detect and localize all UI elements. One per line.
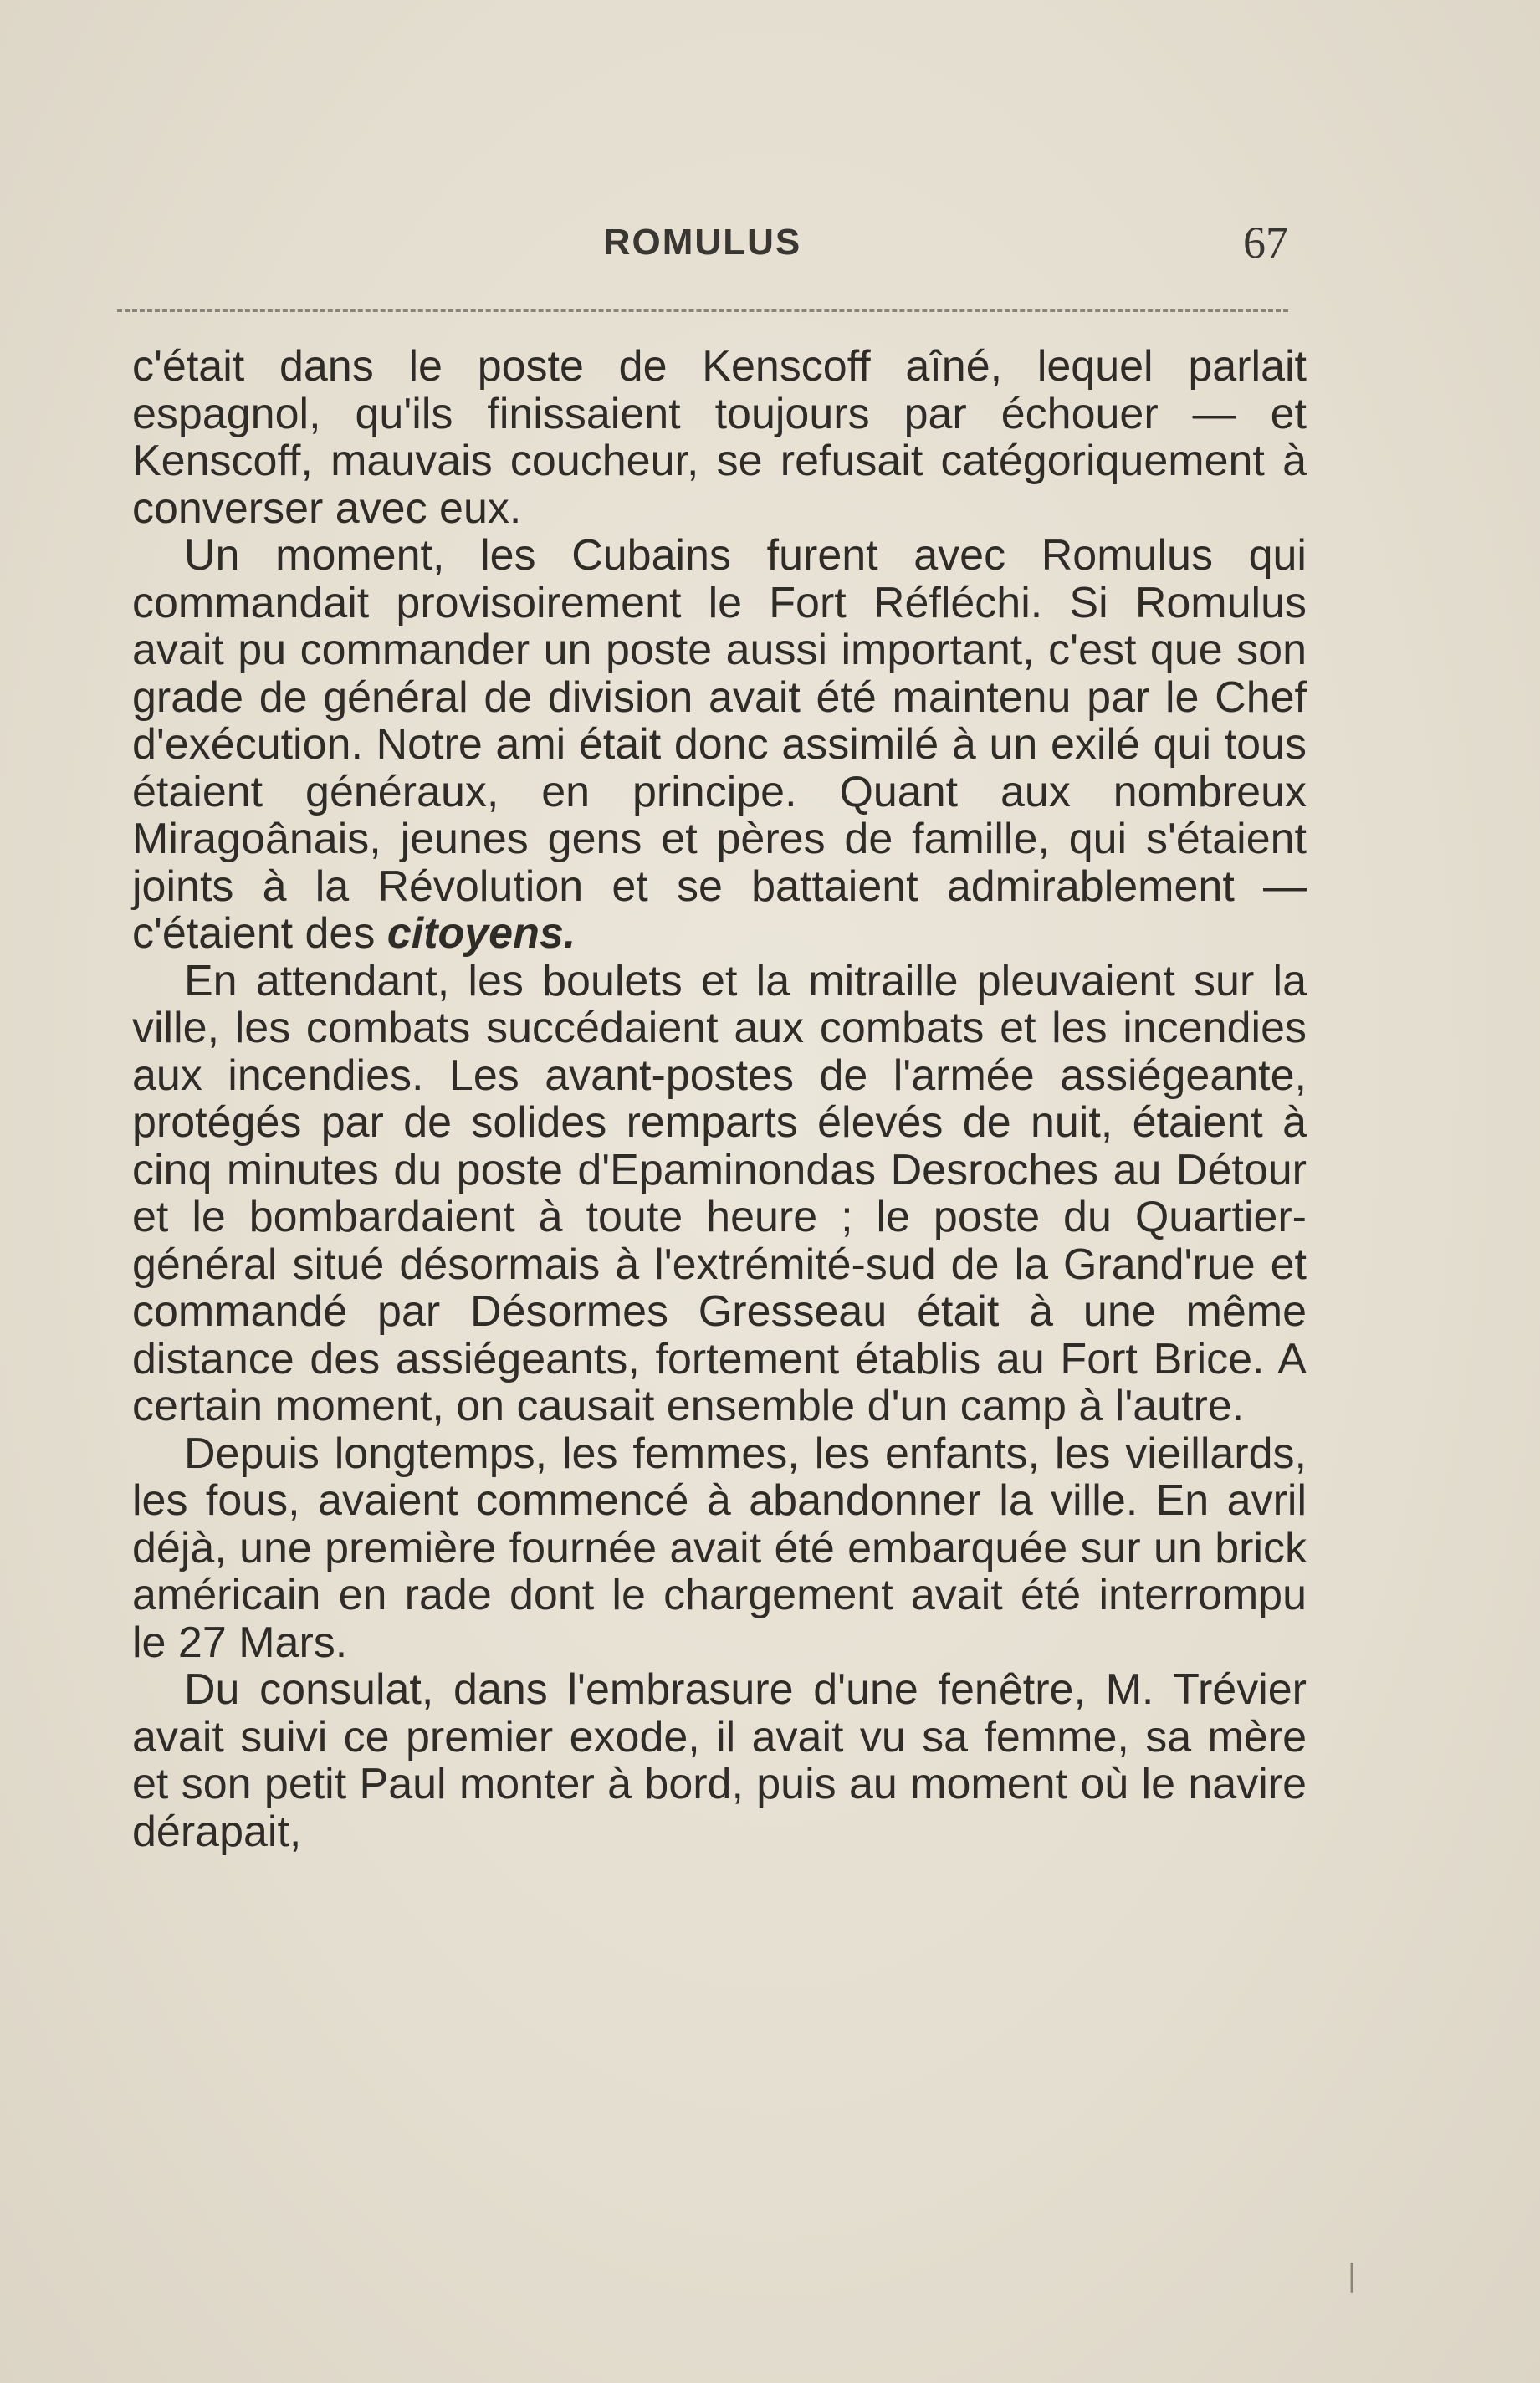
running-title: ROMULUS <box>603 222 802 263</box>
page-number: 67 <box>1243 217 1288 268</box>
header-rule <box>117 309 1288 312</box>
paragraph-text: c'était dans le poste de Kenscoff aîné, lequel parlait espagnol, qu'ils finissaient toujours par échouer — et Kenscoff, mauvais coucheur, se refusait catégoriquement à converser avec eux. <box>132 342 1307 533</box>
paragraph-text: Du consulat, dans l'embrasure d'une fenêtre, M. Trévier avait suivi ce premier exode, il avait vu sa femme, sa mère et son petit Paul monter à bord, puis au moment où le navire dérapait, <box>132 1665 1307 1856</box>
paragraph-3 <box>132 958 1307 1430</box>
paragraph-text: En attendant, les boulets et la mitraille pleuvaient sur la ville, les combats succédaient aux combats et les incendies aux incendies. Les avant-postes de l'armée assiégeante, protégés par de solides remparts élevés de nuit, étaient à cinq minutes du poste d'Epaminondas Desroches au Détour et le bombardaient à toute heure ; le poste du Quartier-général situé désormais à l'extrémité-sud de la Grand'rue et commandé par Désormes Gresseau était à une même distance des assiégeants, fortement établis au Fort Brice. A certain moment, on causait ensemble d'un camp à l'autre. <box>132 956 1307 1430</box>
paragraph-5 <box>132 1666 1307 1855</box>
body-text <box>132 343 1307 1855</box>
page-header <box>117 217 1288 280</box>
paragraph-text: Depuis longtemps, les femmes, les enfants, les vieillards, les fous, avaient commencé à abandonner la ville. En avril déjà, une première fournée avait été embarquée sur un brick américain en rade dont le chargement avait été interrompu le 27 Mars. <box>132 1429 1307 1667</box>
paragraph-1 <box>132 343 1307 532</box>
emphasized-word: citoyens. <box>386 909 576 958</box>
paragraph-4 <box>132 1430 1307 1667</box>
paragraph-text: Un moment, les Cubains furent avec Romulus qui commandait provisoirement le Fort Réfléchi. Si Romulus avait pu commander un poste aussi important, c'est que son grade de général de division avait été maintenu par le Chef d'exécution. Notre ami était donc assimilé à un exilé qui tous étaient généraux, en principe. Quant aux nombreux Miragoânais, jeunes gens et pères de famille, qui s'étaient joints à la Révolution et se battaient admirablement — c'étaient des <box>132 531 1307 958</box>
print-speck: | <box>1347 2258 1358 2293</box>
paragraph-2 <box>132 532 1307 958</box>
